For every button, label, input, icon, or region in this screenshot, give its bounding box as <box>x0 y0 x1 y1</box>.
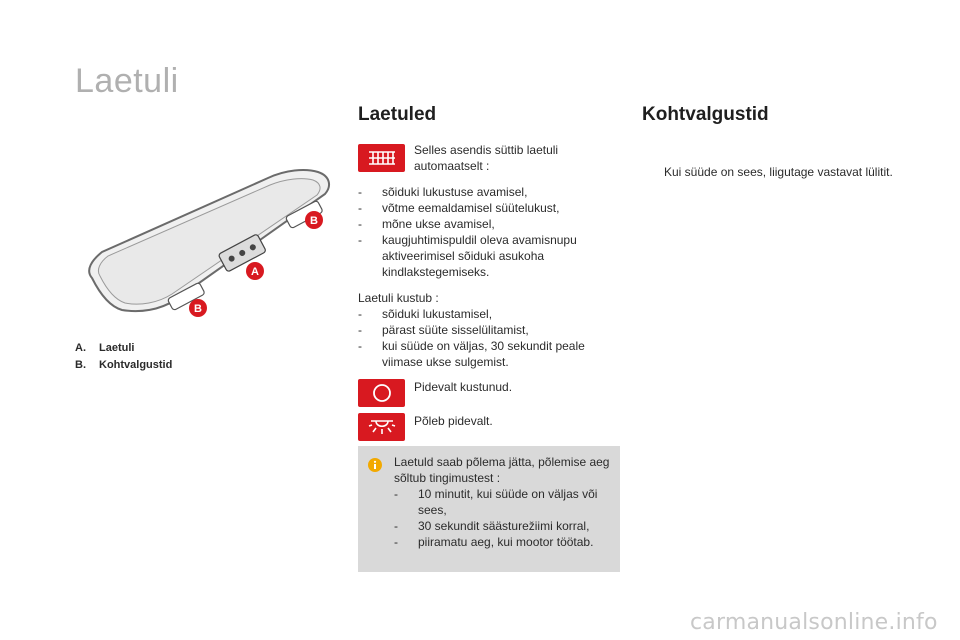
light-off-circle-icon <box>358 379 405 407</box>
kohtvalgustid-instruction: Kui süüde on sees, liigutage vastavat lülitit. <box>664 165 893 179</box>
laetuled-section <box>358 104 620 441</box>
list-item: - 30 sekundit säästurežiimi korral, <box>394 518 610 534</box>
watermark: carmanualsonline.info <box>690 610 938 635</box>
list-item: - kaugjuhtimispuldil oleva avamisnupu aktiveerimisel sõiduki asukoha kindlakstegemiseks. <box>358 232 620 280</box>
auto-mode-row <box>358 142 620 174</box>
list-item: - võtme eemaldamisel süütelukust, <box>358 200 620 216</box>
page-title: Laetuli <box>75 62 179 100</box>
list-item: - 10 minutit, kui süüde on väljas või sees, <box>394 486 610 518</box>
off-mode-row <box>358 379 620 407</box>
list-item: - piiramatu aeg, kui mootor töötab. <box>394 534 610 550</box>
ceiling-light-on-icon <box>358 413 405 441</box>
list-item: - kui süüde on väljas, 30 sekundit peale viimase ukse sulgemist. <box>358 338 620 370</box>
info-body <box>394 454 610 550</box>
label-b-badge-top <box>305 211 323 229</box>
legend-item-b: B. Kohtvalgustid <box>75 359 173 371</box>
svg-text:B: B <box>194 303 202 315</box>
list-item: - sõiduki lukustamisel, <box>358 306 620 322</box>
off-intro: Laetuli kustub : <box>358 291 439 305</box>
auto-mode-text: Selles asendis süttib laetuli automaatselt : <box>414 143 559 173</box>
auto-conditions-list <box>358 184 620 280</box>
figure-legend <box>75 340 172 374</box>
kohtvalgustid-section <box>642 104 942 180</box>
info-box <box>358 446 620 572</box>
on-mode-row <box>358 413 620 441</box>
off-conditions-list <box>358 306 620 370</box>
legend-item-a: A. Laetuli <box>75 342 135 354</box>
on-mode-text: Põleb pidevalt. <box>414 414 493 428</box>
list-item: - mõne ukse avamisel, <box>358 216 620 232</box>
label-b-badge-bottom <box>189 299 207 317</box>
info-icon <box>368 458 382 472</box>
label-a-badge <box>246 262 264 280</box>
door-courtesy-light-icon <box>358 144 405 172</box>
off-mode-text: Pidevalt kustunud. <box>414 380 513 394</box>
ceiling-light-illustration <box>80 160 340 325</box>
svg-text:A: A <box>251 266 259 278</box>
kohtvalgustid-heading: Kohtvalgustid <box>642 104 769 125</box>
info-text: Laetuld saab põlema jätta, põlemise aeg sõltub tingimustest : <box>394 455 610 485</box>
list-item: - sõiduki lukustuse avamisel, <box>358 184 620 200</box>
info-conditions-list <box>394 486 610 550</box>
laetuled-heading: Laetuled <box>358 104 437 125</box>
svg-text:B: B <box>310 215 318 227</box>
list-item: - pärast süüte sisselülitamist, <box>358 322 620 338</box>
